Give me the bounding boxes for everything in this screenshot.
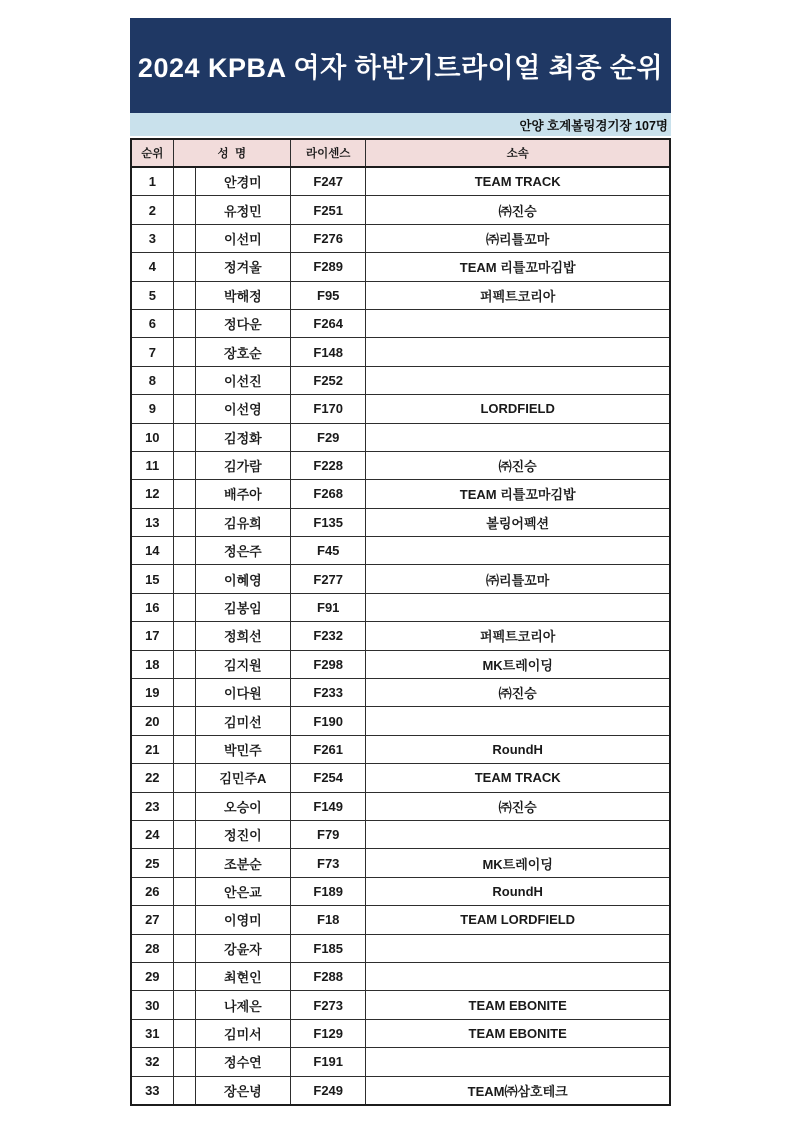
name-cell: 김지원 <box>195 650 290 678</box>
affiliation-cell: TEAM LORDFIELD <box>366 906 670 934</box>
spacer-cell <box>173 650 195 678</box>
rank-cell: 17 <box>131 622 173 650</box>
table-row <box>131 1048 670 1076</box>
rank-cell: 9 <box>131 395 173 423</box>
name-cell: 안은교 <box>195 877 290 905</box>
spacer-cell <box>173 622 195 650</box>
affiliation-cell: TEAM TRACK <box>366 167 670 196</box>
license-cell: F91 <box>291 593 366 621</box>
name-cell: 김유희 <box>195 508 290 536</box>
column-header-name: 성 명 <box>173 139 290 167</box>
name-cell: 박해정 <box>195 281 290 309</box>
affiliation-cell <box>366 366 670 394</box>
name-cell: 강윤자 <box>195 934 290 962</box>
venue-bar <box>130 113 671 136</box>
license-cell: F191 <box>291 1048 366 1076</box>
rank-cell: 13 <box>131 508 173 536</box>
name-cell: 장호순 <box>195 338 290 366</box>
license-cell: F289 <box>291 253 366 281</box>
spacer-cell <box>173 309 195 337</box>
table-row <box>131 253 670 281</box>
license-cell: F148 <box>291 338 366 366</box>
rank-cell: 27 <box>131 906 173 934</box>
affiliation-cell: 퍼펙트코리아 <box>366 622 670 650</box>
title-banner <box>130 18 671 113</box>
spacer-cell <box>173 1019 195 1047</box>
table-row <box>131 877 670 905</box>
spacer-cell <box>173 906 195 934</box>
affiliation-cell: 볼링어펙션 <box>366 508 670 536</box>
name-cell: 장은녕 <box>195 1076 290 1105</box>
name-cell: 안경미 <box>195 167 290 196</box>
affiliation-cell <box>366 338 670 366</box>
spacer-cell <box>173 565 195 593</box>
table-row <box>131 338 670 366</box>
name-cell: 유정민 <box>195 196 290 224</box>
rank-cell: 12 <box>131 480 173 508</box>
table-row <box>131 565 670 593</box>
spacer-cell <box>173 593 195 621</box>
license-cell: F170 <box>291 395 366 423</box>
license-cell: F135 <box>291 508 366 536</box>
affiliation-cell: TEAM㈜삼호테크 <box>366 1076 670 1105</box>
name-cell: 이선미 <box>195 224 290 252</box>
ranking-table <box>130 138 671 1106</box>
rank-cell: 16 <box>131 593 173 621</box>
affiliation-cell: TEAM 리틀꼬마김밥 <box>366 480 670 508</box>
license-cell: F264 <box>291 309 366 337</box>
spacer-cell <box>173 764 195 792</box>
column-header-affiliation: 소속 <box>366 139 670 167</box>
table-row <box>131 196 670 224</box>
table-row <box>131 962 670 990</box>
table-row <box>131 707 670 735</box>
affiliation-cell: ㈜진승 <box>366 196 670 224</box>
rank-cell: 28 <box>131 934 173 962</box>
rank-cell: 1 <box>131 167 173 196</box>
affiliation-cell: ㈜리틀꼬마 <box>366 224 670 252</box>
rank-cell: 4 <box>131 253 173 281</box>
spacer-cell <box>173 281 195 309</box>
spacer-cell <box>173 991 195 1019</box>
name-cell: 오승이 <box>195 792 290 820</box>
affiliation-cell: LORDFIELD <box>366 395 670 423</box>
rank-cell: 26 <box>131 877 173 905</box>
table-row <box>131 480 670 508</box>
name-cell: 조분순 <box>195 849 290 877</box>
license-cell: F298 <box>291 650 366 678</box>
name-cell: 김미서 <box>195 1019 290 1047</box>
license-cell: F95 <box>291 281 366 309</box>
license-cell: F73 <box>291 849 366 877</box>
affiliation-cell <box>366 962 670 990</box>
affiliation-cell: ㈜리틀꼬마 <box>366 565 670 593</box>
rank-cell: 30 <box>131 991 173 1019</box>
rank-cell: 10 <box>131 423 173 451</box>
name-cell: 이혜영 <box>195 565 290 593</box>
license-cell: F252 <box>291 366 366 394</box>
rank-cell: 22 <box>131 764 173 792</box>
license-cell: F233 <box>291 679 366 707</box>
rank-cell: 32 <box>131 1048 173 1076</box>
license-cell: F273 <box>291 991 366 1019</box>
license-cell: F190 <box>291 707 366 735</box>
name-cell: 이선진 <box>195 366 290 394</box>
name-cell: 정진이 <box>195 820 290 848</box>
license-cell: F288 <box>291 962 366 990</box>
name-cell: 나제은 <box>195 991 290 1019</box>
license-cell: F18 <box>291 906 366 934</box>
name-cell: 정겨울 <box>195 253 290 281</box>
name-cell: 정다운 <box>195 309 290 337</box>
rank-cell: 2 <box>131 196 173 224</box>
name-cell: 김미선 <box>195 707 290 735</box>
name-cell: 최현인 <box>195 962 290 990</box>
rank-cell: 3 <box>131 224 173 252</box>
license-cell: F129 <box>291 1019 366 1047</box>
spacer-cell <box>173 877 195 905</box>
affiliation-cell: ㈜진승 <box>366 679 670 707</box>
table-row <box>131 593 670 621</box>
name-cell: 김민주A <box>195 764 290 792</box>
affiliation-cell <box>366 707 670 735</box>
table-row <box>131 537 670 565</box>
rank-cell: 29 <box>131 962 173 990</box>
license-cell: F29 <box>291 423 366 451</box>
column-header-rank: 순위 <box>131 139 173 167</box>
license-cell: F268 <box>291 480 366 508</box>
spacer-cell <box>173 167 195 196</box>
name-cell: 정수연 <box>195 1048 290 1076</box>
affiliation-cell <box>366 593 670 621</box>
table-row <box>131 366 670 394</box>
rank-cell: 19 <box>131 679 173 707</box>
table-row <box>131 934 670 962</box>
spacer-cell <box>173 792 195 820</box>
table-row <box>131 1076 670 1105</box>
rank-cell: 31 <box>131 1019 173 1047</box>
affiliation-cell <box>366 423 670 451</box>
table-row <box>131 167 670 196</box>
name-cell: 이선영 <box>195 395 290 423</box>
spacer-cell <box>173 508 195 536</box>
license-cell: F228 <box>291 451 366 479</box>
spacer-cell <box>173 962 195 990</box>
spacer-cell <box>173 707 195 735</box>
affiliation-cell: RoundH <box>366 735 670 763</box>
spacer-cell <box>173 735 195 763</box>
rank-cell: 23 <box>131 792 173 820</box>
license-cell: F254 <box>291 764 366 792</box>
rank-cell: 24 <box>131 820 173 848</box>
affiliation-cell: RoundH <box>366 877 670 905</box>
rank-cell: 33 <box>131 1076 173 1105</box>
table-row <box>131 395 670 423</box>
spacer-cell <box>173 849 195 877</box>
table-row <box>131 451 670 479</box>
spacer-cell <box>173 480 195 508</box>
name-cell: 정은주 <box>195 537 290 565</box>
page-title: 2024 KPBA 여자 하반기트라이얼 최종 순위 <box>137 53 664 83</box>
table-row <box>131 679 670 707</box>
table-row <box>131 622 670 650</box>
table-row <box>131 820 670 848</box>
name-cell: 이영미 <box>195 906 290 934</box>
affiliation-cell: MK트레이딩 <box>366 650 670 678</box>
name-cell: 박민주 <box>195 735 290 763</box>
affiliation-cell: TEAM EBONITE <box>366 1019 670 1047</box>
affiliation-cell <box>366 934 670 962</box>
table-row <box>131 1019 670 1047</box>
table-row <box>131 735 670 763</box>
table-row <box>131 281 670 309</box>
rank-cell: 18 <box>131 650 173 678</box>
license-cell: F247 <box>291 167 366 196</box>
name-cell: 김정화 <box>195 423 290 451</box>
license-cell: F45 <box>291 537 366 565</box>
affiliation-cell: ㈜진승 <box>366 451 670 479</box>
table-row <box>131 849 670 877</box>
affiliation-cell: TEAM TRACK <box>366 764 670 792</box>
license-cell: F276 <box>291 224 366 252</box>
rank-cell: 21 <box>131 735 173 763</box>
affiliation-cell: TEAM 리틀꼬마김밥 <box>366 253 670 281</box>
spacer-cell <box>173 451 195 479</box>
spacer-cell <box>173 366 195 394</box>
spacer-cell <box>173 395 195 423</box>
spacer-cell <box>173 679 195 707</box>
spacer-cell <box>173 537 195 565</box>
rank-cell: 5 <box>131 281 173 309</box>
table-row <box>131 508 670 536</box>
spacer-cell <box>173 423 195 451</box>
table-row <box>131 764 670 792</box>
name-cell: 이다원 <box>195 679 290 707</box>
table-row <box>131 423 670 451</box>
affiliation-cell <box>366 820 670 848</box>
spacer-cell <box>173 196 195 224</box>
affiliation-cell: ㈜진승 <box>366 792 670 820</box>
license-cell: F277 <box>291 565 366 593</box>
table-row <box>131 224 670 252</box>
license-cell: F185 <box>291 934 366 962</box>
spacer-cell <box>173 224 195 252</box>
affiliation-cell: MK트레이딩 <box>366 849 670 877</box>
venue-count-text: 안양 호계볼링경기장 107명 <box>519 118 668 133</box>
name-cell: 배주아 <box>195 480 290 508</box>
affiliation-cell: 퍼펙트코리아 <box>366 281 670 309</box>
rank-cell: 14 <box>131 537 173 565</box>
table-row <box>131 309 670 337</box>
name-cell: 정희선 <box>195 622 290 650</box>
rank-cell: 7 <box>131 338 173 366</box>
table-header-row <box>131 139 670 167</box>
name-cell: 김봉임 <box>195 593 290 621</box>
license-cell: F232 <box>291 622 366 650</box>
spacer-cell <box>173 934 195 962</box>
license-cell: F251 <box>291 196 366 224</box>
table-row <box>131 650 670 678</box>
license-cell: F249 <box>291 1076 366 1105</box>
affiliation-cell <box>366 309 670 337</box>
name-cell: 김가람 <box>195 451 290 479</box>
license-cell: F149 <box>291 792 366 820</box>
spacer-cell <box>173 820 195 848</box>
spacer-cell <box>173 338 195 366</box>
rank-cell: 15 <box>131 565 173 593</box>
spacer-cell <box>173 1048 195 1076</box>
table-row <box>131 792 670 820</box>
affiliation-cell <box>366 1048 670 1076</box>
license-cell: F189 <box>291 877 366 905</box>
rank-cell: 25 <box>131 849 173 877</box>
table-row <box>131 991 670 1019</box>
table-row <box>131 906 670 934</box>
rank-cell: 6 <box>131 309 173 337</box>
license-cell: F261 <box>291 735 366 763</box>
affiliation-cell: TEAM EBONITE <box>366 991 670 1019</box>
spacer-cell <box>173 1076 195 1105</box>
license-cell: F79 <box>291 820 366 848</box>
rank-cell: 20 <box>131 707 173 735</box>
spacer-cell <box>173 253 195 281</box>
rank-cell: 8 <box>131 366 173 394</box>
column-header-license: 라이센스 <box>291 139 366 167</box>
affiliation-cell <box>366 537 670 565</box>
rank-cell: 11 <box>131 451 173 479</box>
